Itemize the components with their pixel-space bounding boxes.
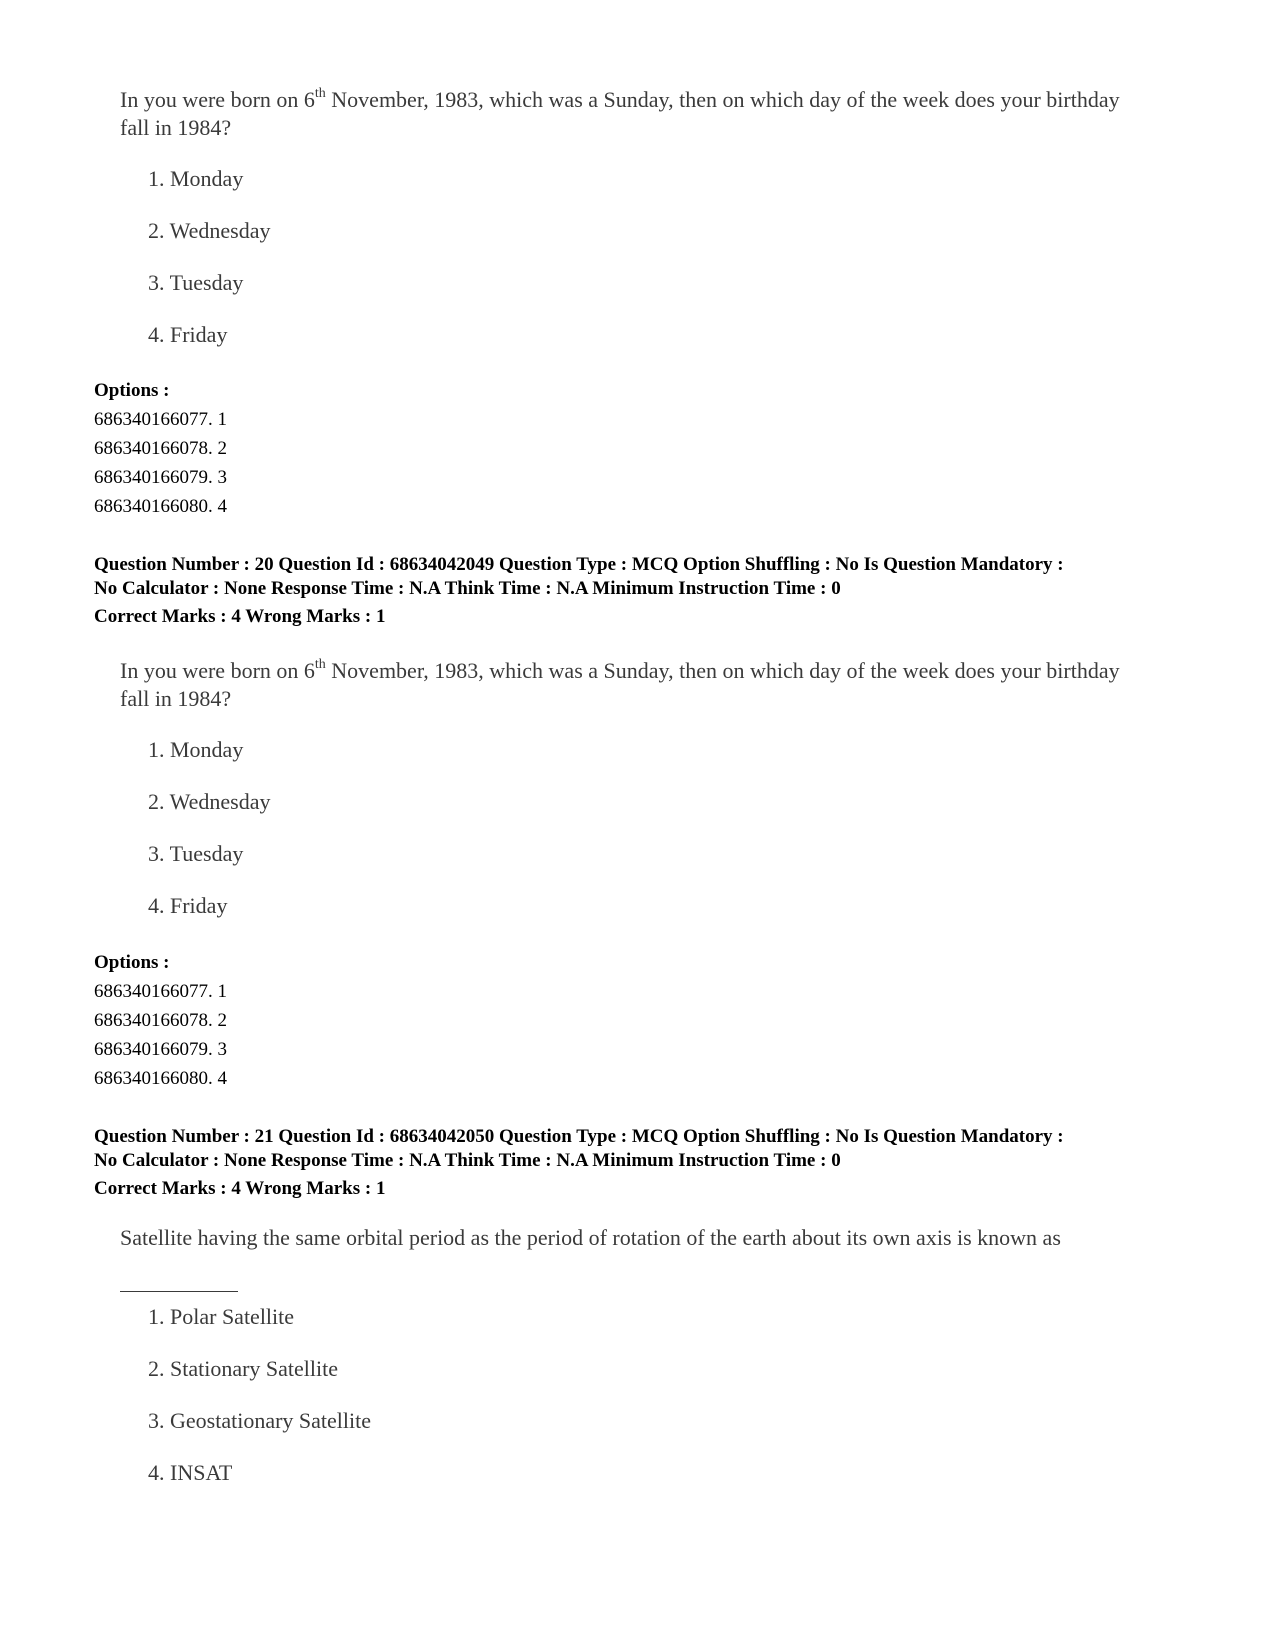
choice-3: 3. Geostationary Satellite [148, 1408, 371, 1433]
question-19-content [120, 85, 1140, 347]
question-text: In you were born on 6th November, 1983, which was a Sunday, then on which day of the week does your birthday fall in 1984? [120, 85, 1120, 140]
choice-3: 3. Tuesday [148, 841, 244, 866]
choice-2: 2. Stationary Satellite [148, 1356, 339, 1381]
question-20-content [120, 656, 1140, 918]
option-id-4: 686340166080. 4 [94, 1068, 227, 1089]
choice-4: 4. INSAT [148, 1460, 233, 1485]
option-id-3: 686340166079. 3 [94, 467, 227, 488]
choice-4: 4. Friday [148, 322, 228, 347]
question-text: Satellite having the same orbital period as the period of rotation of the earth about its own axis is known as [120, 1225, 1061, 1250]
options-label: Options : [94, 380, 170, 401]
option-id-2: 686340166078. 2 [94, 438, 227, 459]
marks-line: Correct Marks : 4 Wrong Marks : 1 [94, 1178, 386, 1199]
header-line-2: No Calculator : None Response Time : N.A Think Time : N.A Minimum Instruction Time : 0 [94, 578, 841, 599]
answer-blank [120, 1272, 238, 1298]
option-id-2: 686340166078. 2 [94, 1010, 227, 1031]
header-line-2: No Calculator : None Response Time : N.A Think Time : N.A Minimum Instruction Time : 0 [94, 1150, 841, 1171]
marks-line: Correct Marks : 4 Wrong Marks : 1 [94, 606, 386, 627]
question-20-header [94, 553, 1064, 629]
choice-1: 1. Monday [148, 166, 244, 191]
choice-2: 2. Wednesday [148, 789, 271, 814]
question-text: In you were born on 6th November, 1983, which was a Sunday, then on which day of the week does your birthday fall in 1984? [120, 656, 1120, 711]
option-id-3: 686340166079. 3 [94, 1039, 227, 1060]
option-id-4: 686340166080. 4 [94, 496, 227, 517]
option-id-1: 686340166077. 1 [94, 981, 227, 1002]
choice-4: 4. Friday [148, 893, 228, 918]
choice-3: 3. Tuesday [148, 270, 244, 295]
choice-1: 1. Polar Satellite [148, 1304, 295, 1329]
choice-2: 2. Wednesday [148, 218, 271, 243]
header-line-1: Question Number : 20 Question Id : 68634042049 Question Type : MCQ Option Shuffling : No Is Question Mandatory : [94, 554, 1064, 575]
options-list [94, 948, 227, 1093]
option-id-1: 686340166077. 1 [94, 409, 227, 430]
options-list [94, 376, 227, 521]
question-21-header [94, 1125, 1064, 1201]
header-line-1: Question Number : 21 Question Id : 68634042050 Question Type : MCQ Option Shuffling : No Is Question Mandatory : [94, 1126, 1064, 1147]
options-label: Options : [94, 952, 170, 973]
choice-1: 1. Monday [148, 737, 244, 762]
question-21-content [120, 1224, 1140, 1485]
